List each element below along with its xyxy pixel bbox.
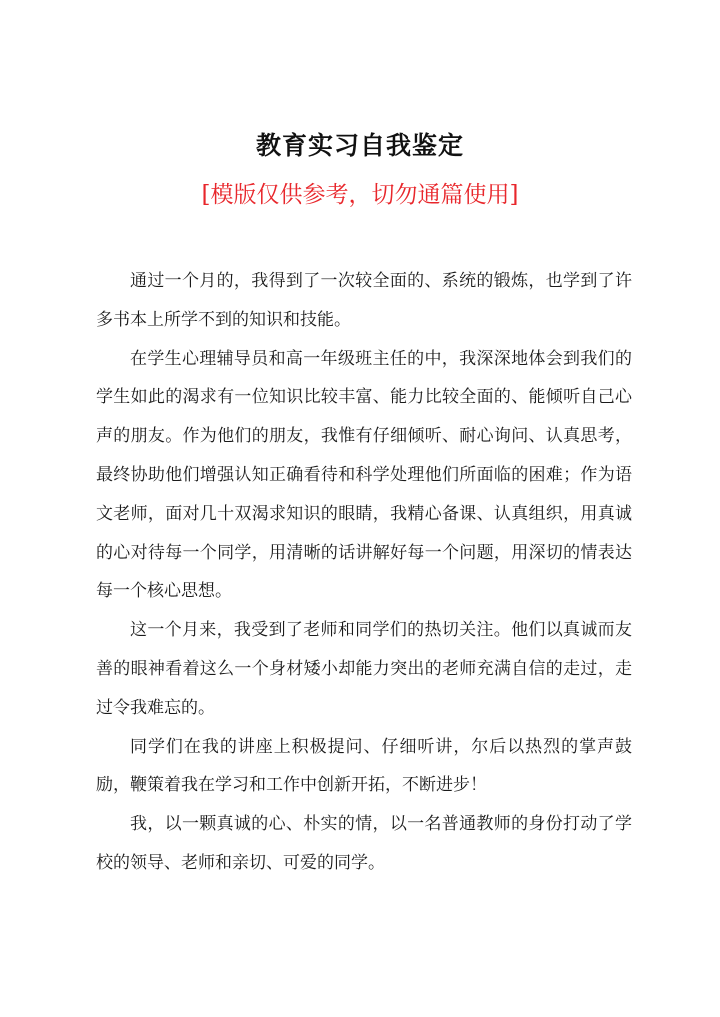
paragraph-4: 同学们在我的讲座上积极提问、仔细听讲，尔后以热烈的掌声鼓励，鞭策着我在学习和工作中创新开拓，不断进步！ — [96, 736, 632, 796]
template-notice: [模版仅供参考，切勿通篇使用] — [201, 182, 519, 208]
document-body — [96, 262, 632, 883]
paragraph-1: 通过一个月的，我得到了一次较全面的、系统的锻炼，也学到了许多书本上所学不到的知识和技能。 — [96, 271, 632, 330]
document-title: 教育实习自我鉴定 — [255, 131, 464, 160]
paragraph-5: 我，以一颗真诚的心、朴实的情，以一名普通教师的身份打动了学校的领导、老师和亲切、可爱的同学。 — [96, 814, 632, 873]
paragraph-2: 在学生心理辅导员和高一年级班主任的中，我深深地体会到我们的学生如此的渴求有一位知识比较丰富、能力比较全面的、能倾听自己心声的朋友。作为他们的朋友，我惟有仔细倾听、耐心询问、认真思考，最终协助他们增强认知正确看待和科学处理他们所面临的困难；作为语文老师，面对几十双渴求知识的眼睛，我精心备课、认真组织，用真诚的心对待每一个同学，用清晰的话讲解好每一个问题，用深切的情表达每一个核心思想。 — [96, 348, 632, 602]
paragraph-3: 这一个月来，我受到了老师和同学们的热切关注。他们以真诚而友善的眼神看着这么一个身材矮小却能力突出的老师充满自信的走过，走过令我难忘的。 — [96, 620, 632, 718]
